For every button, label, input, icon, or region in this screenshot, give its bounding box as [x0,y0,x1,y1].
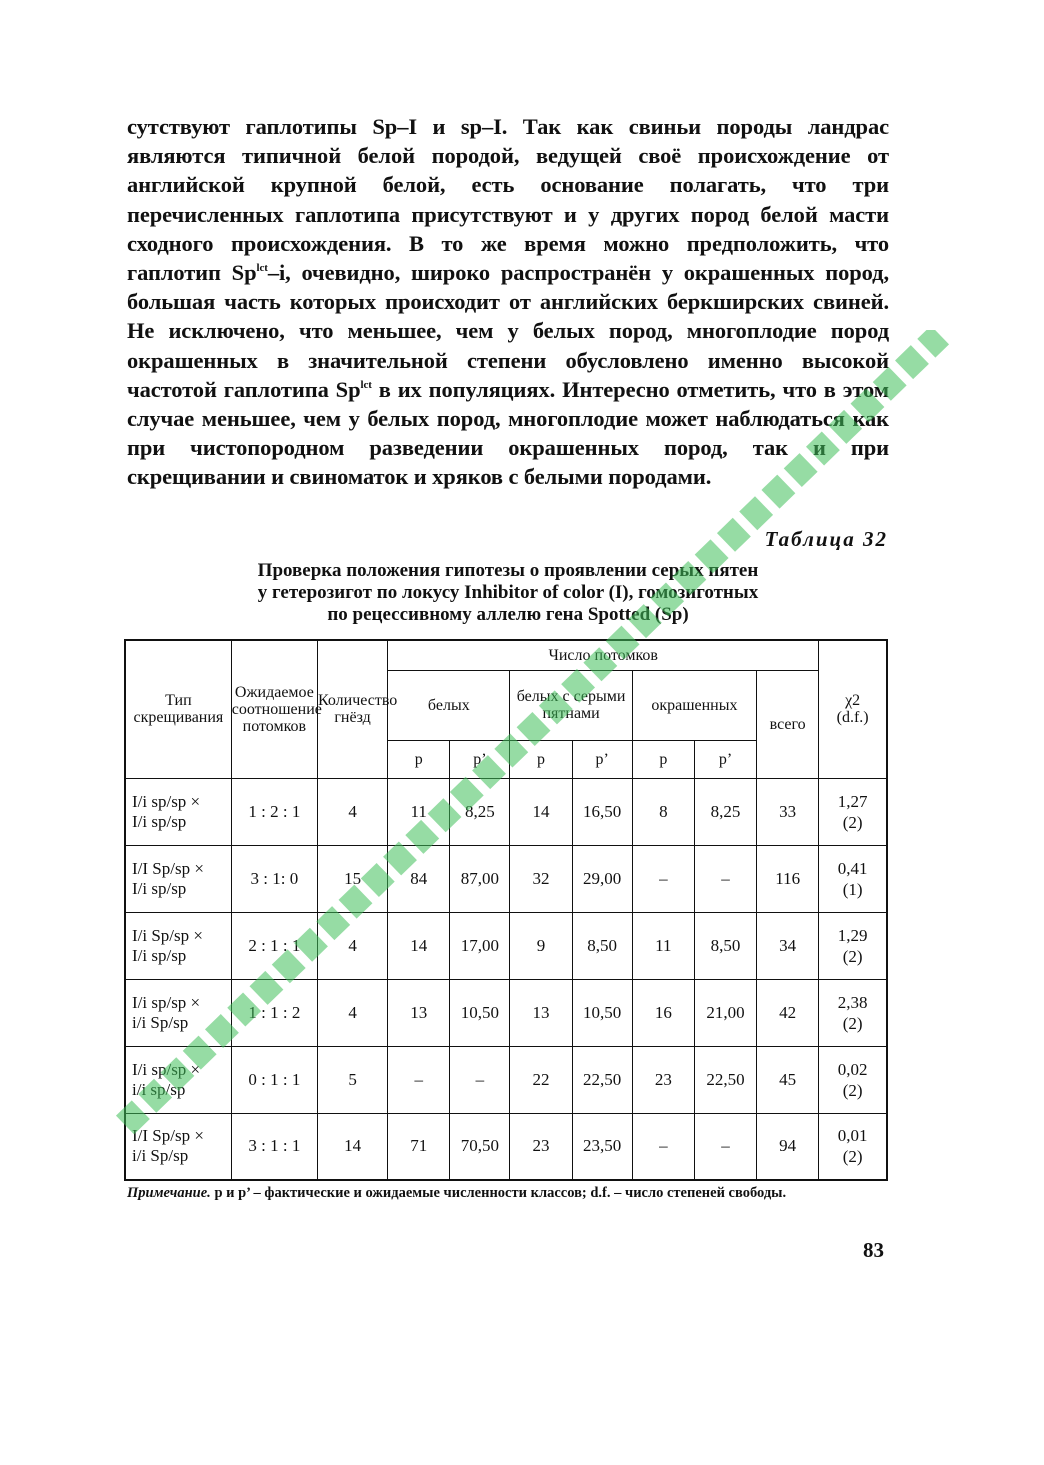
body-text-part-2: –i, очевидно, широко распространён у окрашенных пород, большая часть которых происходит от английских беркширских свиней. Не исключено, что меньшее, чем у белых пород, многоплодие пород окрашенных в значительной степени обусловлено именно высокой частотой гаплотипа Sp [127,260,889,402]
cell-total: 94 [757,1113,819,1180]
cross-type-cell [125,778,231,845]
cell-w-pp: 17,00 [450,912,510,979]
chi-value: 0,41 [837,858,868,878]
cell-ratio: 2 : 1 : 1 [231,912,317,979]
chi-square-cell [819,979,887,1046]
header-colored: окрашенных [632,670,756,740]
cell-w-p: 84 [388,845,450,912]
cross-line: I/I Sp/sp × [132,1126,204,1146]
cross-line: I/i sp/sp × [132,791,201,811]
chi-square-cell [819,778,887,845]
chi-square-cell [819,845,887,912]
cell-total: 33 [757,778,819,845]
cross-line: I/i sp/sp [132,945,187,965]
cross-line: i/i Sp/sp [132,1012,189,1032]
cross-line: I/I Sp/sp × [132,858,204,878]
cell-c-pp: – [694,845,756,912]
cell-ratio: 1 : 1 : 2 [231,979,317,1046]
cross-line: I/i sp/sp × [132,1059,201,1079]
chi-square-cell [819,1046,887,1113]
cell-wg-pp: 16,50 [572,778,632,845]
cell-wg-p: 13 [510,979,572,1046]
cell-w-pp: 8,25 [450,778,510,845]
cell-c-pp: – [694,1113,756,1180]
cell-c-p: 8 [632,778,694,845]
cell-w-p: 71 [388,1113,450,1180]
cell-ratio: 3 : 1: 0 [231,845,317,912]
chi-square-cell [819,1113,887,1180]
cell-c-p: 23 [632,1046,694,1113]
cell-total: 34 [757,912,819,979]
df-value: (2) [842,1013,863,1033]
table-title [127,560,889,626]
page-number: 83 [863,1238,884,1262]
body-text-part-3: в их популяциях. Интересно отметить, что в этом случае меньшее, чем у белых пород, многоплодие может наблюдаться как при чистопородном разведении окрашенных пород, так и при скрещивании и свиноматок и хряков с белыми породами. [127,376,889,490]
header-expected-ratio: Ожидаемое соотношение потомков [231,640,317,778]
df-value: (2) [842,1080,863,1100]
cross-type-cell [125,979,231,1046]
note-label: Примечание. [127,1185,211,1201]
cell-ratio: 1 : 2 : 1 [231,778,317,845]
cell-c-pp: 8,25 [694,778,756,845]
cell-w-pp: 70,50 [450,1113,510,1180]
body-text-part-1: сутствуют гаплотипы Sp–I и sp–I. Так как свиньи породы ландрас являются типичной белой породой, ведущей своё происхождение от английской крупной белой, есть основание полагать, что три перечисленных гаплотипа присутствуют и у других пород белой масти сходного происхождения. В то же время можно предположить, что гаплотип Sp [127,114,889,286]
header-cross-type: Тип скрещивания [125,640,231,778]
cell-total: 45 [757,1046,819,1113]
data-table [124,639,888,1181]
table-title-line: Проверка положения гипотезы о проявлении серых пятен [257,560,759,581]
cross-line: i/i Sp/sp [132,1146,189,1166]
cell-wg-p: 32 [510,845,572,912]
table-row [125,1113,887,1180]
cell-ratio: 0 : 1 : 1 [231,1046,317,1113]
df-value: (1) [842,879,863,899]
chi-value: 0,01 [837,1126,868,1146]
cell-c-p: 11 [632,912,694,979]
cell-w-pp: 10,50 [450,979,510,1046]
chi-square-cell [819,912,887,979]
cell-c-pp: 22,50 [694,1046,756,1113]
df-value: (2) [842,946,863,966]
cell-nests: 4 [317,778,387,845]
cell-c-pp: 21,00 [694,979,756,1046]
cross-type-cell [125,1113,231,1180]
cell-c-p: – [632,1113,694,1180]
cell-total: 42 [757,979,819,1046]
df-value: (2) [842,812,863,832]
table-title-line: по рецессивному аллелю гена Spotted (Sp) [327,604,689,625]
header-p: p [632,740,694,778]
header-p-prime: p’ [450,740,510,778]
header-white: белых [388,670,510,740]
table-row [125,1046,887,1113]
cell-wg-p: 9 [510,912,572,979]
cell-w-p: 11 [388,778,450,845]
header-chi-square [819,640,887,778]
cell-nests: 4 [317,912,387,979]
cell-wg-pp: 22,50 [572,1046,632,1113]
cell-nests: 15 [317,845,387,912]
header-p: p [510,740,572,778]
cell-w-pp: – [450,1046,510,1113]
cell-total: 116 [757,845,819,912]
header-white-grey: белых с серыми пятнами [510,670,632,740]
header-nest-count: Количество гнёзд [317,640,387,778]
df-label: (d.f.) [836,709,869,727]
cell-nests: 14 [317,1113,387,1180]
superscript: lct [256,262,268,275]
chi-value: 1,27 [837,791,868,811]
chi-label: χ2 [845,692,861,710]
cell-wg-p: 14 [510,778,572,845]
cross-type-cell [125,1046,231,1113]
table-row [125,979,887,1046]
cross-type-cell [125,845,231,912]
chi-value: 0,02 [837,1059,868,1079]
cross-line: I/i sp/sp [132,811,187,831]
cross-line: I/i sp/sp [132,878,187,898]
cell-wg-p: 23 [510,1113,572,1180]
header-total: всего [757,670,819,778]
cell-wg-pp: 29,00 [572,845,632,912]
table-row [125,778,887,845]
cell-c-p: – [632,845,694,912]
cell-wg-pp: 8,50 [572,912,632,979]
cell-ratio: 3 : 1 : 1 [231,1113,317,1180]
table-body [125,778,887,1180]
table-row [125,912,887,979]
chi-value: 2,38 [837,992,868,1012]
chi-value: 1,29 [837,925,868,945]
cell-nests: 5 [317,1046,387,1113]
df-value: (2) [842,1147,863,1167]
superscript: lct [360,378,372,391]
cell-wg-pp: 23,50 [572,1113,632,1180]
header-offspring-count: Число потомков [388,640,819,670]
cell-c-p: 16 [632,979,694,1046]
cross-line: I/i sp/sp × [132,992,201,1012]
table-label: Таблица 32 [764,527,888,551]
body-paragraph [127,112,889,492]
header-p: p [388,740,450,778]
cross-type-cell [125,912,231,979]
cell-w-p: 13 [388,979,450,1046]
header-p-prime: p’ [694,740,756,778]
cross-line: I/i Sp/sp × [132,925,203,945]
cell-w-p: 14 [388,912,450,979]
note-text: p и p’ – фактические и ожидаемые численности классов; d.f. – число степеней свободы. [210,1185,787,1201]
cross-line: i/i sp/sp [132,1079,186,1099]
cell-wg-pp: 10,50 [572,979,632,1046]
cell-nests: 4 [317,979,387,1046]
cell-w-pp: 87,00 [450,845,510,912]
cell-c-pp: 8,50 [694,912,756,979]
table-row [125,845,887,912]
cell-wg-p: 22 [510,1046,572,1113]
header-p-prime: p’ [572,740,632,778]
cell-w-p: – [388,1046,450,1113]
table-title-line: у гетерозигот по локусу Inhibitor of color (I), гомозиготных [257,582,759,603]
table-note [127,1183,889,1203]
